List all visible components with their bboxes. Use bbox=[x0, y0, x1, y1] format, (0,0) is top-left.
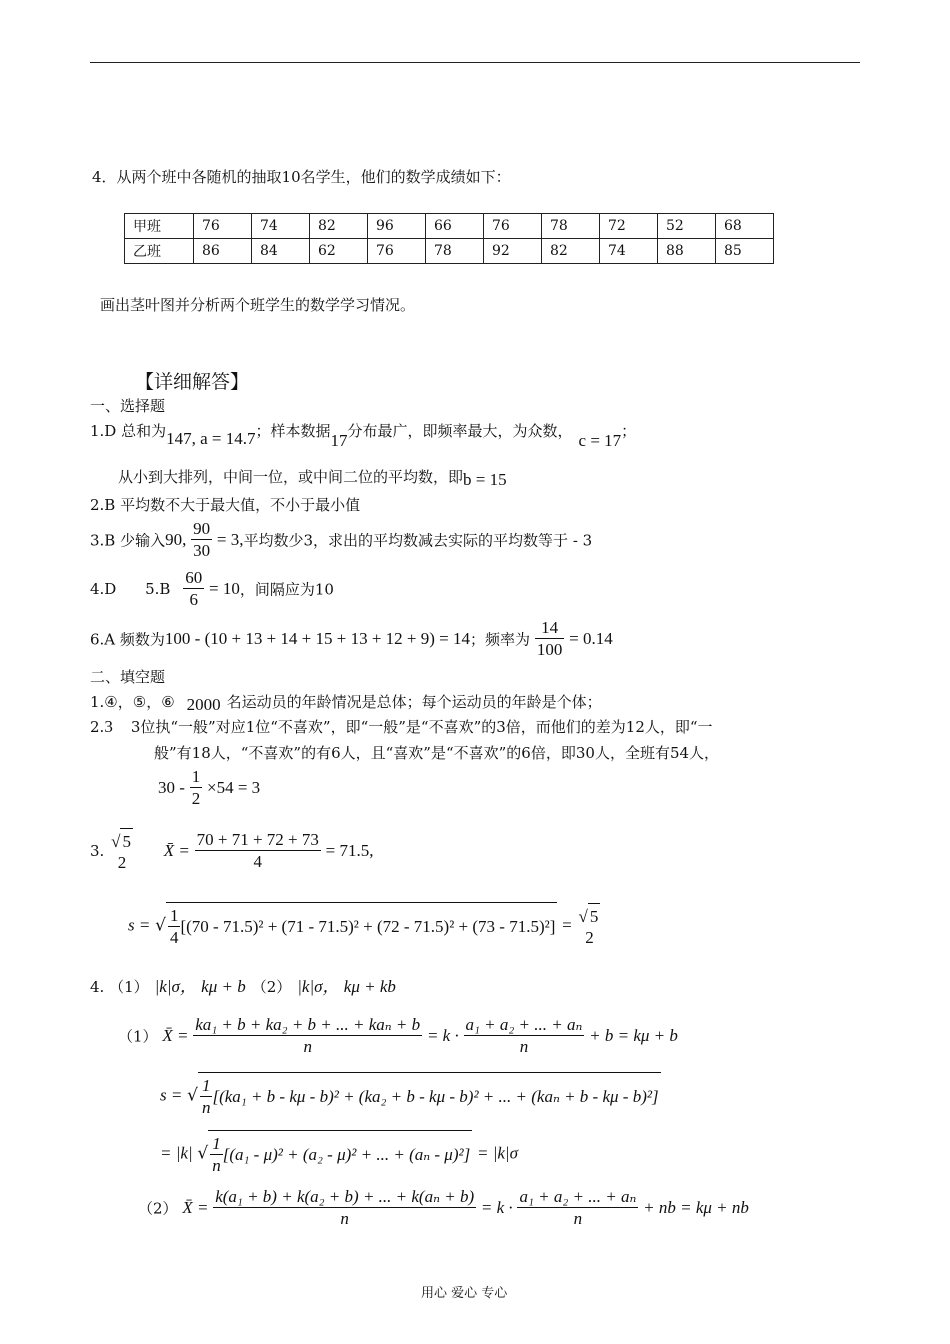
fill-2: 2.3 3位执“一般”对应1位“不喜欢”，即“一般”是“不喜欢”的3倍，而他们的差为12人，即“一 bbox=[90, 717, 713, 736]
fraction: $\frac{\text{k(a₁ + b) + k(a₂ + b) + ... + k(aₙ + b)}}{n}$ bbox=[215, 1187, 475, 1229]
fraction: $\frac{\text{ka₁ + b + ka₂ + b + ... + kaₙ + b}}{n}$ bbox=[195, 1015, 421, 1057]
fill-2-expr: 30 - $\frac{1}{2}$ ×54 = 3 bbox=[158, 767, 261, 809]
row-label: 乙班 bbox=[125, 239, 194, 264]
table-cell: 74 bbox=[252, 214, 310, 239]
table-cell: 76 bbox=[368, 239, 426, 264]
table-cell: 96 bbox=[368, 214, 426, 239]
fill-4: 4. （1） |k|σ， kμ + b （2） |k|σ， kμ + kb bbox=[90, 977, 396, 996]
fraction: $\frac{90}{30}$ bbox=[193, 519, 211, 561]
table-cell: 78 bbox=[426, 239, 484, 264]
fill-4-part1: （1） X̄ = $\frac{\text{ka₁ + b + ka₂ + b + ... + kaₙ + b}}{n}$ = k · $\frac{\text{a₁ + a₂ + ... + aₙ}}{n}$ + b = kμ + b bbox=[118, 1015, 678, 1057]
table-cell: 92 bbox=[484, 239, 542, 264]
fill-2-line2: 般”有18人，“不喜欢”的有6人，且“喜欢”是“不喜欢”的6倍，即30人，全班有54人， bbox=[154, 744, 720, 762]
fraction: $\frac{14}{100}$ bbox=[536, 618, 563, 660]
table-cell: 72 bbox=[600, 214, 658, 239]
answer-1: 1.D 总和为147, a = 14.7；样本数据17分布最广，即频率最大，为众数， c = 17； bbox=[90, 422, 637, 450]
table-row bbox=[125, 239, 774, 264]
answer-4-5: 4.D 5.B $\frac{60}{6}$ = 10，间隔应为10 bbox=[90, 568, 334, 610]
fraction: $\frac{70 + 71 + 72 + 73}{4}$ bbox=[196, 830, 319, 872]
table-cell: 88 bbox=[658, 239, 716, 264]
page-footer: 用心 爱心 专心 bbox=[421, 1286, 508, 1301]
row-label: 甲班 bbox=[125, 214, 194, 239]
table-cell: 74 bbox=[600, 239, 658, 264]
answer-6: 6.A 频数为100 - (10 + 13 + 14 + 15 + 13 + 12 + 9) = 14；频率为 $\frac{14}{100}$ = 0.14 bbox=[90, 618, 613, 660]
fraction: √ 5 2 bbox=[109, 828, 135, 874]
table-cell: 85 bbox=[716, 239, 774, 264]
fraction: $\frac{1}{2}$ bbox=[191, 767, 201, 809]
fill-3: 3. √ 5 2 X̄ = $\frac{70 + 71 + 72 + 73}{4}$ = 71.5, bbox=[90, 830, 374, 873]
fill-4-part2: （2） X̄ = $\frac{\text{k(a₁ + b) + k(a₂ + b) + ... + k(aₙ + b)}}{n}$ = k · $\frac{\text{a₁ + a₂ + ... + aₙ}}{n}$ + nb = kμ + nb bbox=[138, 1187, 749, 1229]
fraction: $\frac{60}{6}$ bbox=[185, 568, 203, 610]
fraction: $\frac{1}{n}$ bbox=[201, 1076, 211, 1118]
answers-heading: 【详细解答】 bbox=[135, 371, 250, 393]
fraction: $\frac{\text{a₁ + a₂ + ... + aₙ}}{n}$ bbox=[519, 1187, 637, 1229]
table-cell: 68 bbox=[716, 214, 774, 239]
table-cell: 86 bbox=[194, 239, 252, 264]
answer-2: 2.B 平均数不大于最大值，不小于最小值 bbox=[90, 496, 361, 514]
table-cell: 52 bbox=[658, 214, 716, 239]
table-cell: 84 bbox=[252, 239, 310, 264]
fill-4-std: s = √ $\frac{1}{n}$ [(ka₁ + b - kμ - b)² + (ka₂ + b - kμ - b)² + ... + (kaₙ + b - kμ - b)²] bbox=[160, 1072, 661, 1119]
table-cell: 62 bbox=[310, 239, 368, 264]
header-rule bbox=[90, 62, 860, 63]
table-cell: 76 bbox=[484, 214, 542, 239]
fill-1: 1.④，⑤，⑥ 2000 名运动员的年龄情况是总体；每个运动员的年龄是个体； bbox=[90, 693, 602, 714]
answer-1-line2: 从小到大排列，中间一位，或中间二位的平均数，即b = 15 bbox=[118, 468, 507, 489]
table-cell: 66 bbox=[426, 214, 484, 239]
fraction: $\frac{1}{4}$ bbox=[169, 906, 179, 948]
fraction: $\frac{\text{a₁ + a₂ + ... + aₙ}}{n}$ bbox=[465, 1015, 583, 1057]
fraction: $\frac{1}{n}$ bbox=[212, 1134, 221, 1176]
table-cell: 78 bbox=[542, 214, 600, 239]
table-row bbox=[125, 214, 774, 239]
table-cell: 76 bbox=[194, 214, 252, 239]
scores-table bbox=[124, 213, 774, 264]
fraction: √ 5 2 bbox=[577, 903, 603, 949]
answer-3: 3.B 少输入90, $\frac{90}{30}$ = 3,平均数少3，求出的平均数减去实际的平均数等于 - 3 bbox=[90, 519, 593, 561]
table-cell: 82 bbox=[310, 214, 368, 239]
table-cell: 82 bbox=[542, 239, 600, 264]
fill-4-std2: = |k| √ $\frac{1}{n}$ [(a₁ - μ)² + (a₂ - μ)² + ... + (aₙ - μ)²] = |k|σ bbox=[160, 1130, 518, 1177]
question-4-prompt: 4．从两个班中各随机的抽取10名学生，他们的数学成绩如下： bbox=[92, 168, 511, 186]
section-fill: 二、填空题 bbox=[90, 668, 166, 686]
fill-3-std: s = √ $\frac{1}{4}$ [(70 - 71.5)² + (71 - 71.5)² + (72 - 71.5)² + (73 - 71.5)²] = √ 5 2 bbox=[128, 902, 602, 949]
question-4-instruction: 画出茎叶图并分析两个班学生的数学学习情况。 bbox=[100, 296, 416, 314]
section-choice: 一、选择题 bbox=[90, 397, 166, 415]
